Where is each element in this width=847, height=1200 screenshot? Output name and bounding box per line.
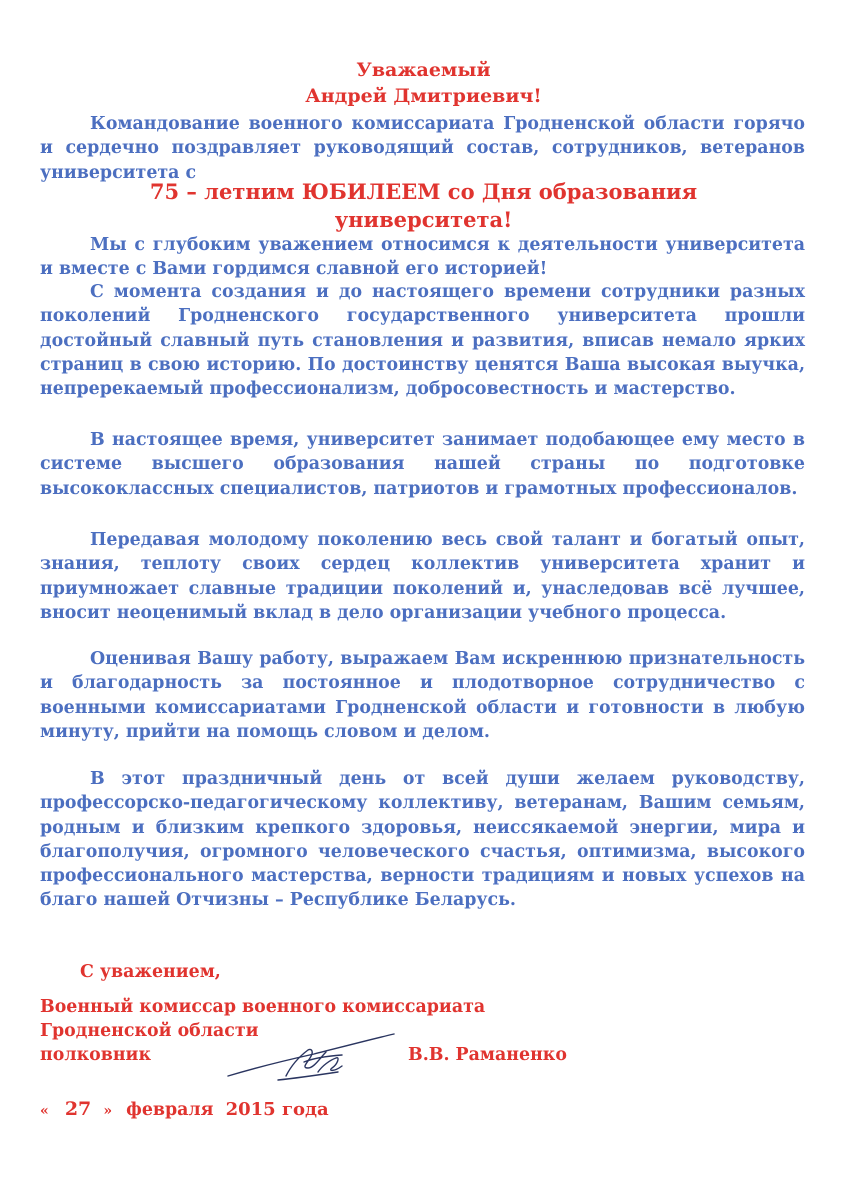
date-month: февраля [126, 1100, 214, 1120]
date-close-quote: » [103, 1103, 113, 1119]
date-year: 2015 года [225, 1099, 329, 1120]
signer-position-line-1: Военный комиссар военного комиссариата [40, 997, 486, 1017]
greeting-line-1: Уважаемый [356, 59, 491, 81]
jubilee-heading-line-2: университета! [334, 207, 513, 232]
greeting-recipient-name: Андрей Дмитриевич! [305, 85, 542, 107]
signer-name: В.В. Раманенко [408, 1045, 567, 1065]
date-day: 27 [64, 1098, 92, 1120]
jubilee-heading-line-1: 75 – летним ЮБИЛЕЕМ со Дня образования [149, 179, 698, 204]
handwritten-signature-icon [218, 1028, 398, 1088]
paragraph-wishes: В этот праздничный день от всей души желаем руководству, профессорско-педагогическому коллективу, ветеранам, Вашим семьям, родным и близким крепкого здоровья, неиссякаемой энергии, мира и благополучия, огромного человеческого счастья, оптимизма, высокого профессионального мастерства, верности традициям и новых успехов на благо нашей Отчизны – Республике Беларусь. [40, 769, 805, 911]
closing-phrase: С уважением, [80, 962, 221, 982]
signer-rank: полковник [40, 1045, 152, 1065]
paragraph-present: В настоящее время, университет занимает подобающее ему место в системе высшего образования нашей страны по подготовке высококлассных специалистов, патриотов и грамотных профессионалов. [40, 430, 805, 499]
paragraph-traditions: Передавая молодому поколению весь свой талант и богатый опыт, знания, теплоту своих сердец коллектив университета хранит и приумножает славные традиции поколений и, унаследовав всё лучшее, вносит неоценимый вклад в дело организации учебного процесса. [40, 530, 805, 623]
letter-date [40, 1097, 329, 1123]
paragraph-respect: Мы с глубоким уважением относимся к деятельности университета и вместе с Вами гордимся славной его историей! [40, 235, 805, 280]
paragraph-history: С момента создания и до настоящего времени сотрудники разных поколений Гродненского государственного университета прошли достойный славный путь становления и развития, вписав немало ярких страниц в свою историю. По достоинству ценятся Ваша высокая выучка, непререкаемый профессионализм, добросовестность и мастерство. [40, 282, 805, 400]
paragraph-gratitude: Оценивая Вашу работу, выражаем Вам искреннюю признательность и благодарность за постоянное и плодотворное сотрудничество с военными комиссариатами Гродненской области и готовности в любую минуту, прийти на помощь словом и делом. [40, 649, 805, 742]
signer-position-line-2: Гродненской области [40, 1021, 259, 1041]
date-open-quote: « [40, 1103, 49, 1119]
intro-paragraph: Командование военного комиссариата Гродненской области горячо и сердечно поздравляет руководящий состав, сотрудников, ветеранов университета с [40, 114, 805, 183]
